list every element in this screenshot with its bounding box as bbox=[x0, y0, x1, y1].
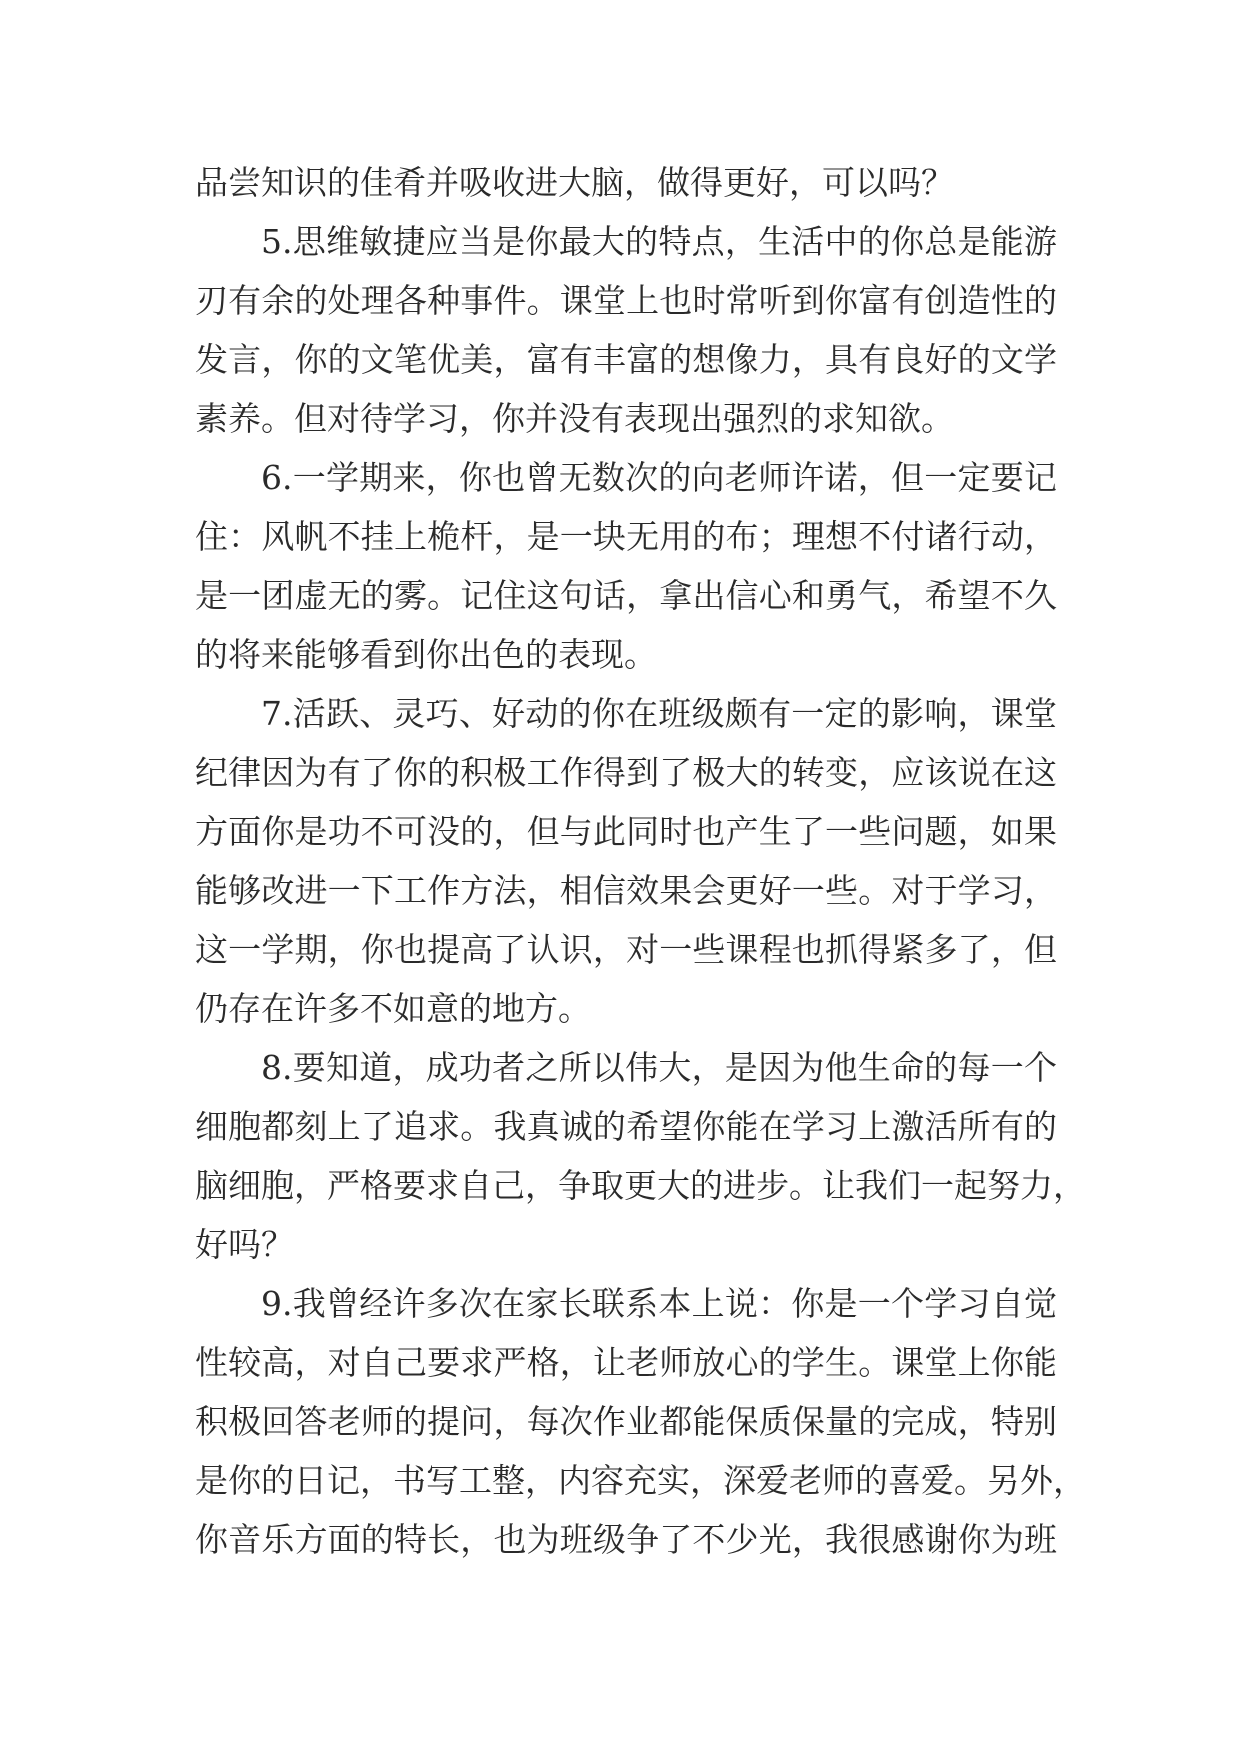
text-line: 仍存在许多不如意的地方。 bbox=[195, 989, 591, 1028]
text-line: 品尝知识的佳肴并吸收进大脑，做得更好，可以吗？ bbox=[195, 163, 954, 202]
text-line: 性较高，对自己要求严格，让老师放心的学生。课堂上你能 bbox=[195, 1343, 1057, 1382]
paragraph-comment-8 bbox=[195, 1038, 1086, 1274]
text-line: 6.一学期来，你也曾无数次的向老师许诺，但一定要记 bbox=[261, 458, 1057, 497]
text-line: 的将来能够看到你出色的表现。 bbox=[195, 635, 657, 674]
text-line: 好吗？ bbox=[195, 1225, 294, 1264]
paragraph-comment-9 bbox=[195, 1274, 1086, 1569]
text-line: 方面你是功不可没的，但与此同时也产生了一些问题，如果 bbox=[195, 812, 1057, 851]
text-line: 9.我曾经许多次在家长联系本上说：你是一个学习自觉 bbox=[261, 1284, 1057, 1323]
paragraph-continuation bbox=[195, 153, 1057, 212]
text-line: 积极回答老师的提问，每次作业都能保质保量的完成，特别 bbox=[195, 1402, 1057, 1441]
text-line: 5.思维敏捷应当是你最大的特点，生活中的你总是能游 bbox=[261, 222, 1057, 261]
text-line: 刃有余的处理各种事件。课堂上也时常听到你富有创造性的 bbox=[195, 281, 1057, 320]
text-line: 素养。但对待学习，你并没有表现出强烈的求知欲。 bbox=[195, 399, 954, 438]
text-line: 8.要知道，成功者之所以伟大，是因为他生命的每一个 bbox=[261, 1048, 1057, 1087]
text-line: 7.活跃、灵巧、好动的你在班级颇有一定的影响，课堂 bbox=[261, 694, 1057, 733]
text-line: 发言，你的文笔优美，富有丰富的想像力，具有良好的文学 bbox=[195, 340, 1057, 379]
text-line: 纪律因为有了你的积极工作得到了极大的转变，应该说在这 bbox=[195, 753, 1057, 792]
text-line: 住：风帆不挂上桅杆，是一块无用的布；理想不付诸行动， bbox=[195, 517, 1057, 556]
text-line: 这一学期，你也提高了认识，对一些课程也抓得紧多了，但 bbox=[195, 930, 1057, 969]
text-line: 脑细胞，严格要求自己，争取更大的进步。让我们一起努力， bbox=[195, 1166, 1086, 1205]
paragraph-comment-5 bbox=[195, 212, 1057, 448]
text-line: 细胞都刻上了追求。我真诚的希望你能在学习上激活所有的 bbox=[195, 1107, 1057, 1146]
text-line: 能够改进一下工作方法，相信效果会更好一些。对于学习， bbox=[195, 871, 1057, 910]
paragraph-comment-7 bbox=[195, 684, 1057, 1038]
text-line: 是一团虚无的雾。记住这句话，拿出信心和勇气，希望不久 bbox=[195, 576, 1057, 615]
document-body bbox=[195, 153, 1086, 1569]
text-line: 是你的日记，书写工整，内容充实，深爱老师的喜爱。另外， bbox=[195, 1461, 1086, 1500]
text-line: 你音乐方面的特长，也为班级争了不少光，我很感谢你为班 bbox=[195, 1520, 1057, 1559]
paragraph-comment-6 bbox=[195, 448, 1057, 684]
